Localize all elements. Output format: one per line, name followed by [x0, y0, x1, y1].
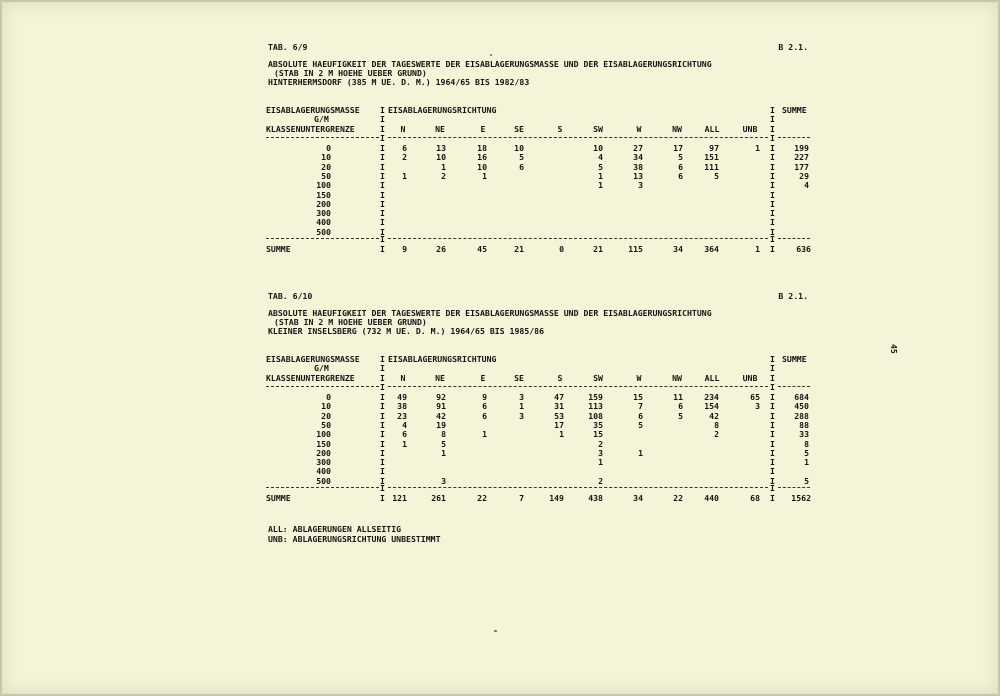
- table-cell: 3: [519, 392, 524, 402]
- col-separator: I: [770, 373, 775, 383]
- col-separator: I: [380, 105, 385, 115]
- class-label: 300: [316, 457, 331, 468]
- total-cell: 68: [750, 493, 760, 503]
- col-separator: I: [770, 180, 775, 191]
- row-header-mass: EISABLAGERUNGSMASSE: [266, 354, 360, 364]
- row-sum: 1: [804, 457, 809, 468]
- table-cell: 5: [519, 152, 524, 163]
- row-header-unit: G/M: [314, 363, 329, 373]
- class-label: 200: [316, 198, 331, 209]
- table-cell: 6: [482, 410, 487, 421]
- total-cell: 0: [559, 244, 564, 254]
- table-cell: 4: [598, 152, 603, 163]
- col-separator: I: [770, 198, 775, 209]
- total-cell: 115: [628, 244, 643, 254]
- table-cell: 10: [593, 143, 603, 153]
- total-rule: [778, 238, 810, 239]
- row-sum: 288: [794, 410, 809, 421]
- table-title-line: HINTERHERMSDORF (385 M UE. D. M.) 1964/65 BIS 1982/83: [268, 77, 530, 87]
- col-separator: I: [380, 124, 385, 134]
- column-header-e: E: [480, 373, 486, 383]
- col-separator: I: [380, 198, 385, 209]
- row-header-unit: G/M: [314, 114, 329, 124]
- row-header-class: KLASSENUNTERGRENZE: [266, 124, 355, 134]
- table-cell: 6: [402, 143, 407, 153]
- column-header-e: E: [480, 124, 486, 134]
- total-cell: 7: [519, 493, 524, 503]
- table-cell: 3: [441, 475, 446, 486]
- table-cell: 6: [678, 170, 683, 181]
- class-label: 10: [321, 152, 331, 163]
- table-cell: 3: [755, 401, 760, 412]
- column-header-all: ALL: [704, 373, 720, 383]
- class-label: 400: [316, 466, 331, 477]
- table-cell: 1: [482, 429, 487, 440]
- table-cell: 1: [441, 161, 446, 172]
- total-cell: 21: [514, 244, 524, 254]
- table-cell: 92: [436, 392, 446, 402]
- total-label: SUMME: [266, 244, 291, 254]
- grand-total: 636: [796, 244, 811, 254]
- total-cell: 149: [549, 493, 564, 503]
- total-cell: 9: [402, 244, 407, 254]
- col-separator: I: [770, 170, 775, 181]
- column-header-w: W: [636, 373, 642, 383]
- col-separator: I: [770, 114, 775, 124]
- table-title-line: ABSOLUTE HAEUFIGKEIT DER TAGESWERTE DER EISABLAGERUNGSMASSE UND DER EISABLAGERUNGSRICHTUNG: [268, 308, 712, 318]
- col-separator: I: [770, 457, 775, 468]
- col-separator: I: [380, 189, 385, 200]
- total-cell: 45: [477, 244, 487, 254]
- table-cell: 38: [633, 161, 643, 172]
- table-cell: 19: [436, 419, 446, 430]
- total-cell: 22: [477, 493, 487, 503]
- class-label: 0: [326, 392, 331, 402]
- column-header-ne: NE: [435, 124, 445, 134]
- table-title-line: ABSOLUTE HAEUFIGKEIT DER TAGESWERTE DER EISABLAGERUNGSMASSE UND DER EISABLAGERUNGSRICHTUNG: [268, 59, 712, 69]
- table-cell: 42: [709, 410, 719, 421]
- table-cell: 6: [638, 410, 643, 421]
- class-label: 500: [316, 226, 331, 237]
- class-label: 100: [316, 180, 331, 191]
- class-label: 300: [316, 208, 331, 219]
- row-sum: 29: [799, 170, 809, 181]
- column-header-s: S: [557, 124, 563, 134]
- table-cell: 4: [402, 419, 407, 430]
- col-separator: I: [380, 382, 385, 392]
- row-sum: 450: [794, 401, 809, 412]
- col-separator: I: [380, 208, 385, 219]
- col-separator: I: [770, 382, 775, 392]
- table-cell: 5: [714, 170, 719, 181]
- table-cell: 11: [673, 392, 683, 402]
- class-label: 0: [326, 143, 331, 153]
- table-title-line: (STAB IN 2 M HOEHE UEBER GRUND): [274, 68, 427, 78]
- table-cell: 159: [588, 392, 603, 402]
- column-header-nw: NW: [672, 124, 682, 134]
- class-label: 150: [316, 189, 331, 200]
- table-cell: 1: [441, 447, 446, 458]
- table-cell: 7: [638, 401, 643, 412]
- table-cell: 6: [402, 429, 407, 440]
- table-cell: 5: [441, 438, 446, 449]
- total-cell: 121: [392, 493, 407, 503]
- col-separator: I: [770, 466, 775, 477]
- table-cell: 6: [519, 161, 524, 172]
- total-cell: 21: [593, 244, 603, 254]
- table-cell: 111: [704, 161, 719, 172]
- col-separator: I: [770, 226, 775, 237]
- header-rule: [266, 386, 379, 387]
- table-cell: 10: [436, 152, 446, 163]
- column-header-s: S: [557, 373, 563, 383]
- table-cell: 2: [402, 152, 407, 163]
- col-separator: I: [380, 133, 385, 143]
- total-rule: [388, 487, 768, 488]
- table-cell: 108: [588, 410, 603, 421]
- header-rule: [388, 386, 768, 387]
- table-cell: 13: [633, 170, 643, 181]
- class-label: 50: [321, 419, 331, 430]
- sum-header: SUMME: [782, 354, 807, 364]
- table-cell: 3: [638, 180, 643, 191]
- row-sum: 5: [804, 447, 809, 458]
- col-separator: I: [770, 392, 775, 402]
- paper-speck: [490, 54, 492, 56]
- table-cell: 1: [402, 438, 407, 449]
- total-cell: 438: [588, 493, 603, 503]
- col-separator: I: [380, 483, 385, 493]
- table-cell: 10: [514, 143, 524, 153]
- table-cell: 5: [638, 419, 643, 430]
- class-label: 150: [316, 438, 331, 449]
- table-cell: 1: [482, 170, 487, 181]
- column-header-sw: SW: [593, 124, 603, 134]
- col-separator: I: [770, 363, 775, 373]
- col-separator: I: [770, 483, 775, 493]
- paper-speck: [494, 630, 497, 632]
- col-separator: I: [380, 363, 385, 373]
- table-cell: 3: [598, 447, 603, 458]
- column-header-n: N: [400, 124, 406, 134]
- sum-header: SUMME: [782, 105, 807, 115]
- table-cell: 18: [477, 143, 487, 153]
- col-separator: I: [380, 401, 385, 412]
- col-separator: I: [770, 401, 775, 412]
- table-cell: 2: [714, 429, 719, 440]
- table-cell: 17: [554, 419, 564, 430]
- table-cell: 5: [678, 410, 683, 421]
- col-separator: I: [380, 392, 385, 402]
- row-header-class: KLASSENUNTERGRENZE: [266, 373, 355, 383]
- total-cell: 22: [673, 493, 683, 503]
- header-rule: [388, 137, 768, 138]
- col-separator: I: [770, 419, 775, 430]
- col-separator: I: [380, 354, 385, 364]
- table-cell: 5: [598, 161, 603, 172]
- table-cell: 6: [482, 401, 487, 412]
- grand-total: 1562: [791, 493, 811, 503]
- total-rule: [778, 487, 810, 488]
- direction-header: EISABLAGERUNGSRICHTUNG: [388, 354, 497, 364]
- total-rule: [388, 238, 768, 239]
- page-number: 45: [889, 344, 898, 354]
- column-header-unb: UNB: [742, 124, 758, 134]
- col-separator: I: [770, 493, 775, 503]
- table-cell: 2: [598, 475, 603, 486]
- table-cell: 6: [678, 161, 683, 172]
- col-separator: I: [380, 493, 385, 503]
- column-header-se: SE: [514, 124, 524, 134]
- class-label: 500: [316, 475, 331, 486]
- footnote-unb: UNB: ABLAGERUNGSRICHTUNG UNBESTIMMT: [268, 534, 441, 544]
- total-cell: 440: [704, 493, 719, 503]
- table-cell: 1: [519, 401, 524, 412]
- col-separator: I: [380, 180, 385, 191]
- table-cell: 1: [598, 457, 603, 468]
- col-separator: I: [380, 114, 385, 124]
- table-code: B 2.1.: [778, 291, 808, 301]
- table-cell: 65: [750, 392, 760, 402]
- col-separator: I: [380, 447, 385, 458]
- table-cell: 154: [704, 401, 719, 412]
- total-cell: 364: [704, 244, 719, 254]
- column-header-n: N: [400, 373, 406, 383]
- table-cell: 47: [554, 392, 564, 402]
- header-rule: [266, 137, 379, 138]
- column-header-ne: NE: [435, 373, 445, 383]
- table-cell: 34: [633, 152, 643, 163]
- table-cell: 6: [678, 401, 683, 412]
- table-cell: 1: [638, 447, 643, 458]
- col-separator: I: [770, 410, 775, 421]
- table-cell: 1: [402, 170, 407, 181]
- class-label: 20: [321, 161, 331, 172]
- column-header-sw: SW: [593, 373, 603, 383]
- table-cell: 2: [598, 438, 603, 449]
- table-cell: 38: [397, 401, 407, 412]
- table-id: TAB. 6/9: [268, 42, 308, 52]
- table-title-line: (STAB IN 2 M HOEHE UEBER GRUND): [274, 317, 427, 327]
- table-cell: 1: [598, 180, 603, 191]
- col-separator: I: [770, 189, 775, 200]
- row-sum: 199: [794, 143, 809, 153]
- table-cell: 3: [519, 410, 524, 421]
- table-title-line: KLEINER INSELSBERG (732 M UE. D. M.) 1964/65 BIS 1985/86: [268, 326, 545, 336]
- col-separator: I: [770, 429, 775, 440]
- header-rule: [778, 137, 810, 138]
- col-separator: I: [380, 234, 385, 244]
- column-header-w: W: [636, 124, 642, 134]
- table-cell: 31: [554, 401, 564, 412]
- col-separator: I: [380, 226, 385, 237]
- class-label: 50: [321, 170, 331, 181]
- table-cell: 15: [593, 429, 603, 440]
- table-cell: 151: [704, 152, 719, 163]
- col-separator: I: [380, 170, 385, 181]
- class-label: 200: [316, 447, 331, 458]
- table-cell: 49: [397, 392, 407, 402]
- total-rule: [266, 487, 379, 488]
- row-sum: 5: [804, 475, 809, 486]
- total-cell: 261: [431, 493, 446, 503]
- column-header-unb: UNB: [742, 373, 758, 383]
- table-cell: 27: [633, 143, 643, 153]
- table-cell: 10: [477, 161, 487, 172]
- row-sum: 88: [799, 419, 809, 430]
- table-cell: 53: [554, 410, 564, 421]
- total-cell: 1: [755, 244, 760, 254]
- column-header-all: ALL: [704, 124, 720, 134]
- row-sum: 33: [799, 429, 809, 440]
- row-sum: 177: [794, 161, 809, 172]
- table-cell: 17: [673, 143, 683, 153]
- class-label: 10: [321, 401, 331, 412]
- col-separator: I: [770, 124, 775, 134]
- class-label: 20: [321, 410, 331, 421]
- col-separator: I: [770, 217, 775, 228]
- row-sum: 227: [794, 152, 809, 163]
- table-cell: 234: [704, 392, 719, 402]
- table-cell: 15: [633, 392, 643, 402]
- col-separator: I: [380, 457, 385, 468]
- col-separator: I: [380, 217, 385, 228]
- table-cell: 91: [436, 401, 446, 412]
- row-header-mass: EISABLAGERUNGSMASSE: [266, 105, 360, 115]
- col-separator: I: [380, 429, 385, 440]
- col-separator: I: [380, 410, 385, 421]
- col-separator: I: [380, 161, 385, 172]
- row-sum: 4: [804, 180, 809, 191]
- direction-header: EISABLAGERUNGSRICHTUNG: [388, 105, 497, 115]
- document-page: [2, 2, 998, 694]
- col-separator: I: [770, 105, 775, 115]
- class-label: 400: [316, 217, 331, 228]
- column-header-nw: NW: [672, 373, 682, 383]
- table-cell: 9: [482, 392, 487, 402]
- total-label: SUMME: [266, 493, 291, 503]
- table-cell: 35: [593, 419, 603, 430]
- column-header-se: SE: [514, 373, 524, 383]
- table-cell: 1: [559, 429, 564, 440]
- table-cell: 42: [436, 410, 446, 421]
- table-cell: 8: [441, 429, 446, 440]
- col-separator: I: [770, 152, 775, 163]
- table-cell: 23: [397, 410, 407, 421]
- table-code: B 2.1.: [778, 42, 808, 52]
- table-cell: 97: [709, 143, 719, 153]
- table-cell: 8: [714, 419, 719, 430]
- col-separator: I: [770, 133, 775, 143]
- col-separator: I: [380, 143, 385, 153]
- table-cell: 1: [755, 143, 760, 153]
- table-cell: 113: [588, 401, 603, 412]
- table-cell: 13: [436, 143, 446, 153]
- total-cell: 34: [633, 493, 643, 503]
- row-sum: 8: [804, 438, 809, 449]
- table-cell: 1: [598, 170, 603, 181]
- total-cell: 26: [436, 244, 446, 254]
- col-separator: I: [770, 244, 775, 254]
- row-sum: 684: [794, 392, 809, 402]
- col-separator: I: [770, 208, 775, 219]
- col-separator: I: [770, 161, 775, 172]
- col-separator: I: [380, 466, 385, 477]
- table-id: TAB. 6/10: [268, 291, 313, 301]
- table-cell: 16: [477, 152, 487, 163]
- footnote-all: ALL: ABLAGERUNGEN ALLSEITIG: [268, 524, 402, 534]
- total-rule: [266, 238, 379, 239]
- col-separator: I: [770, 475, 775, 486]
- col-separator: I: [380, 438, 385, 449]
- total-cell: 34: [673, 244, 683, 254]
- col-separator: I: [770, 354, 775, 364]
- col-separator: I: [380, 152, 385, 163]
- col-separator: I: [770, 234, 775, 244]
- class-label: 100: [316, 429, 331, 440]
- col-separator: I: [770, 447, 775, 458]
- table-cell: 5: [678, 152, 683, 163]
- col-separator: I: [380, 419, 385, 430]
- col-separator: I: [380, 475, 385, 486]
- col-separator: I: [380, 244, 385, 254]
- col-separator: I: [380, 373, 385, 383]
- col-separator: I: [770, 438, 775, 449]
- col-separator: I: [770, 143, 775, 153]
- header-rule: [778, 386, 810, 387]
- table-cell: 2: [441, 170, 446, 181]
